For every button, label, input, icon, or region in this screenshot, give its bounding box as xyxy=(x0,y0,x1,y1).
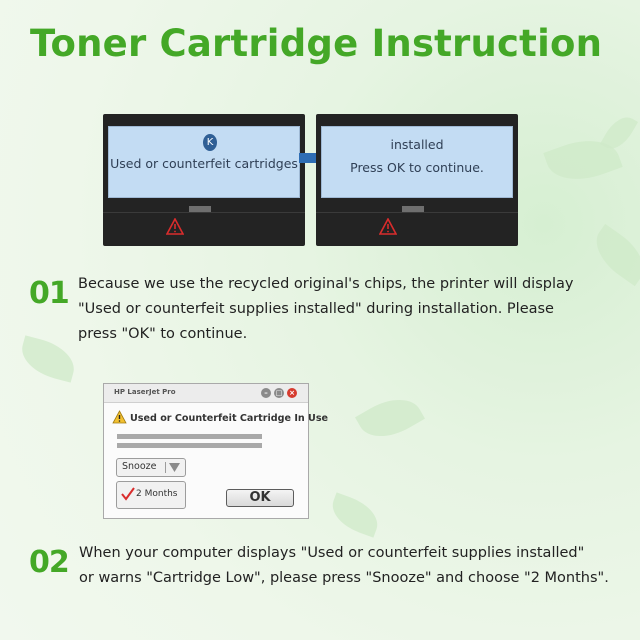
decorative-leaf xyxy=(326,492,383,537)
step-number-02: 02 xyxy=(29,545,69,580)
step-01-line: press "OK" to continue. xyxy=(78,326,248,342)
dialog-titlebar xyxy=(104,384,308,403)
screen-line-installed: installed xyxy=(390,137,444,152)
screen-line-press-ok: Press OK to continue. xyxy=(350,160,484,175)
toner-k-badge: K xyxy=(203,134,217,151)
step-number-01: 01 xyxy=(29,276,69,311)
step-02-line: or warns "Cartridge Low", please press "Snooze" and choose "2 Months". xyxy=(79,570,609,586)
placeholder-bar xyxy=(117,443,262,448)
minimize-icon[interactable]: – xyxy=(261,388,271,398)
dropdown-triangle-icon xyxy=(169,463,180,472)
dialog-title: HP LaserJet Pro xyxy=(114,388,176,396)
ok-button[interactable]: OK xyxy=(226,489,294,507)
printer-panel-left xyxy=(103,114,305,246)
step-02-line: When your computer displays "Used or counterfeit supplies installed" xyxy=(79,545,585,561)
panel-divider xyxy=(103,212,305,213)
placeholder-bar xyxy=(117,434,262,439)
hp-dialog-window xyxy=(103,383,329,519)
dropdown-separator xyxy=(165,462,166,473)
step-01-text xyxy=(78,272,628,347)
panel-divider xyxy=(316,212,518,213)
two-months-label: 2 Months xyxy=(136,489,178,499)
step-01-line: Because we use the recycled original's chips, the printer will display xyxy=(78,276,574,292)
printer-screen xyxy=(108,126,300,198)
decorative-leaf xyxy=(17,335,80,382)
warning-icon xyxy=(112,410,127,424)
step-01-line: "Used or counterfeit supplies installed" during installation. Please xyxy=(78,301,554,317)
printer-screen xyxy=(321,126,513,198)
warning-icon xyxy=(166,218,184,235)
step-02-text xyxy=(79,541,635,591)
dialog-message: Used or Counterfeit Cartridge In Use xyxy=(130,413,329,424)
screen-message: Used or counterfeit cartridges xyxy=(110,156,298,171)
checkmark-icon xyxy=(121,487,135,501)
close-icon[interactable]: × xyxy=(287,388,297,398)
snooze-dropdown[interactable] xyxy=(116,458,186,477)
two-months-option[interactable] xyxy=(116,481,186,509)
maximize-icon[interactable]: □ xyxy=(275,389,283,397)
snooze-label: Snooze xyxy=(122,461,157,472)
printer-panel-right xyxy=(316,114,518,246)
decorative-leaf xyxy=(355,387,425,448)
warning-icon xyxy=(379,218,397,235)
page-title: Toner Cartridge Instruction xyxy=(30,22,603,65)
